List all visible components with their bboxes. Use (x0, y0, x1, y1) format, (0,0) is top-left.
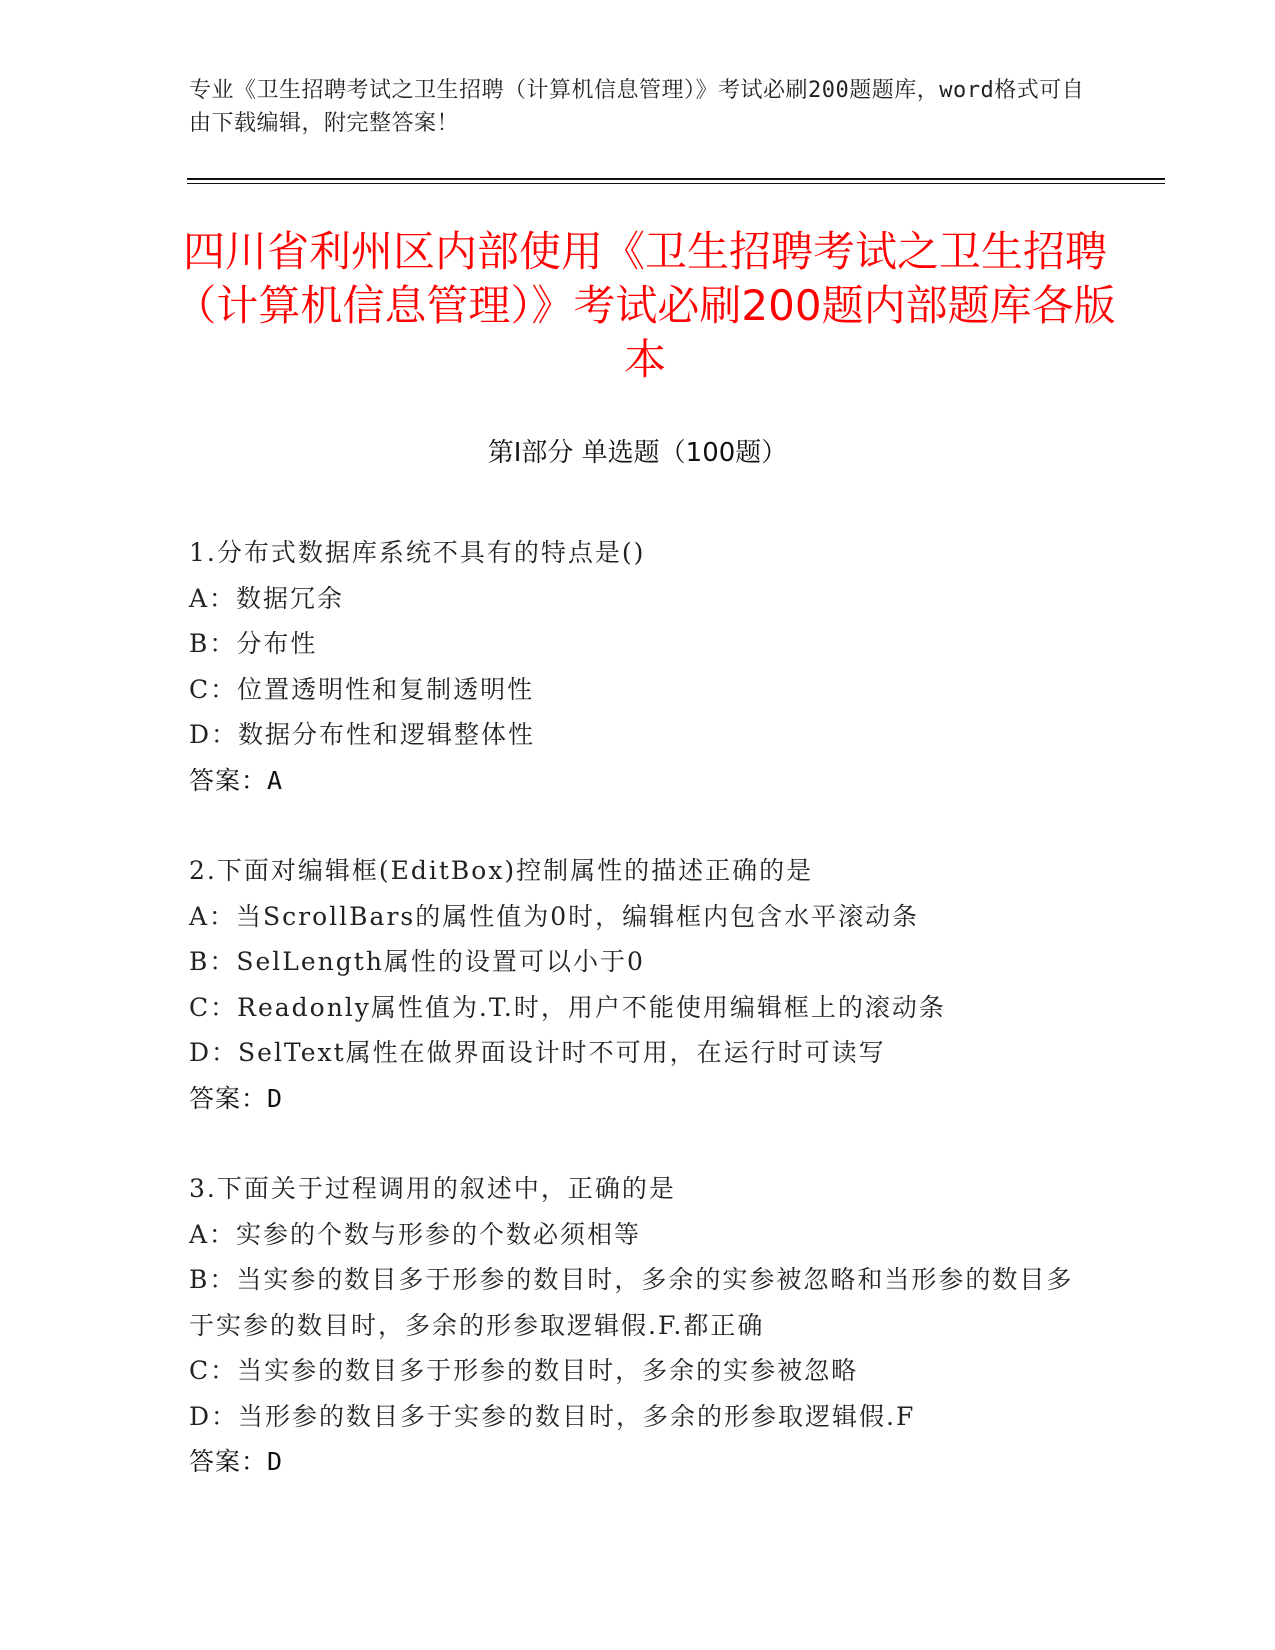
section-heading: 第I部分 单选题（100题） (487, 438, 788, 468)
option-b: B：SelLength属性的设置可以小于0 (189, 947, 645, 976)
option-b: B：分布性 (189, 629, 318, 658)
question-2 (189, 848, 1089, 1121)
option-b: B：当实参的数目多于形参的数目时，多余的实参被忽略和当形参的数目多于实参的数目时，多余的形参取逻辑假.F.都正确 (189, 1265, 1074, 1340)
option-d: D：数据分布性和逻辑整体性 (189, 720, 536, 749)
answer-line (189, 1076, 1089, 1122)
option-c: C：当实参的数目多于形参的数目时，多余的实参被忽略 (189, 1356, 859, 1385)
document-title: 四川省利州区内部使用《卫生招聘考试之卫生招聘（计算机信息管理）》考试必刷200题内部题库各版本 (174, 227, 1116, 384)
option-d: D：SelText属性在做界面设计时不可用，在运行时可读写 (189, 1038, 886, 1067)
question-stem: 2.下面对编辑框(EditBox)控制属性的描述正确的是 (189, 856, 814, 885)
answer-value: D (267, 1083, 284, 1113)
question-stem: 1.分布式数据库系统不具有的特点是() (189, 538, 646, 567)
header-divider-thick (187, 178, 1165, 180)
header-note: 专业《卫生招聘考试之卫生招聘（计算机信息管理）》考试必刷200题题库，word格式可自由下载编辑，附完整答案！ (189, 78, 1085, 136)
option-a: A：当ScrollBars的属性值为0时，编辑框内包含水平滚动条 (189, 901, 920, 931)
answer-label: 答案： (189, 1083, 268, 1113)
question-3 (189, 1166, 1089, 1485)
option-c: C：Readonly属性值为.T.时，用户不能使用编辑框上的滚动条 (189, 992, 946, 1022)
header-divider-thin (187, 183, 1165, 184)
answer-value: D (267, 1447, 284, 1476)
answer-label: 答案： (189, 765, 268, 795)
answer-label: 答案： (189, 1447, 268, 1476)
option-a: A：数据冗余 (189, 583, 345, 613)
option-d: D：当形参的数目多于实参的数目时，多余的形参取逻辑假.F (189, 1401, 916, 1431)
option-a: A：实参的个数与形参的个数必须相等 (189, 1219, 642, 1249)
question-1 (189, 530, 1089, 803)
answer-value: A (267, 765, 284, 795)
answer-line (189, 1439, 1089, 1485)
question-list (189, 530, 1089, 1530)
option-c: C：位置透明性和复制透明性 (189, 674, 535, 704)
answer-line (189, 758, 1089, 804)
question-stem: 3.下面关于过程调用的叙述中，正确的是 (189, 1174, 676, 1203)
